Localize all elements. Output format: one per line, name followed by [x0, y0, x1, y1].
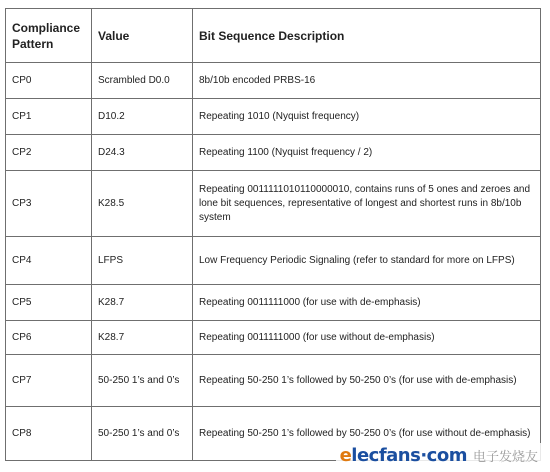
- cell-pattern: CP0: [6, 63, 92, 99]
- elecfans-logo: elecfans·com: [339, 445, 467, 466]
- cell-value: D10.2: [92, 99, 193, 135]
- cell-description: Repeating 1100 (Nyquist frequency / 2): [193, 135, 541, 171]
- compliance-pattern-table: [5, 8, 541, 461]
- cell-description: Repeating 1010 (Nyquist frequency): [193, 99, 541, 135]
- table-row: [6, 321, 541, 355]
- cell-description: Low Frequency Periodic Signaling (refer to standard for more on LFPS): [193, 237, 541, 285]
- cell-pattern: CP2: [6, 135, 92, 171]
- cell-description: Repeating 50-250 1’s followed by 50-250 0’s (for use with de-emphasis): [193, 355, 541, 407]
- cell-pattern: CP1: [6, 99, 92, 135]
- cell-value: D24.3: [92, 135, 193, 171]
- cell-pattern: CP6: [6, 321, 92, 355]
- cell-pattern: CP4: [6, 237, 92, 285]
- watermark-chinese-text: 电子发烧友: [472, 450, 538, 465]
- table-row: [6, 285, 541, 321]
- cell-value: K28.7: [92, 285, 193, 321]
- header-bit-sequence-description: Bit Sequence Description: [193, 9, 541, 63]
- cell-value: K28.5: [92, 171, 193, 237]
- cell-pattern: CP8: [6, 407, 92, 461]
- cell-pattern: CP3: [6, 171, 92, 237]
- table-row: [6, 237, 541, 285]
- header-value: Value: [92, 9, 193, 63]
- cell-value: LFPS: [92, 237, 193, 285]
- cell-pattern: CP5: [6, 285, 92, 321]
- table-row: [6, 171, 541, 237]
- table-header-row: [6, 9, 541, 63]
- table-row: [6, 135, 541, 171]
- cell-description: Repeating 0011111000 (for use with de-emphasis): [193, 285, 541, 321]
- cell-description: 8b/10b encoded PRBS-16: [193, 63, 541, 99]
- cell-pattern: CP7: [6, 355, 92, 407]
- table-row: [6, 99, 541, 135]
- cell-value: 50-250 1’s and 0’s: [92, 407, 193, 461]
- cell-value: K28.7: [92, 321, 193, 355]
- table-row: [6, 63, 541, 99]
- cell-value: Scrambled D0.0: [92, 63, 193, 99]
- table-row: [6, 355, 541, 407]
- cell-description: Repeating 0011111000 (for use without de-emphasis): [193, 321, 541, 355]
- cell-description: Repeating 0011111010110000010, contains runs of 5 ones and zeroes and lone bit sequences, representative of longest and shortest runs in 8b/10b system: [193, 171, 541, 237]
- cell-value: 50-250 1’s and 0’s: [92, 355, 193, 407]
- elecfans-watermark: [336, 443, 542, 468]
- cell-description: Repeating 50-250 1’s followed by 50-250 0’s (for use without de-emphasis): [193, 407, 541, 461]
- header-compliance-pattern: Compliance Pattern: [6, 9, 92, 63]
